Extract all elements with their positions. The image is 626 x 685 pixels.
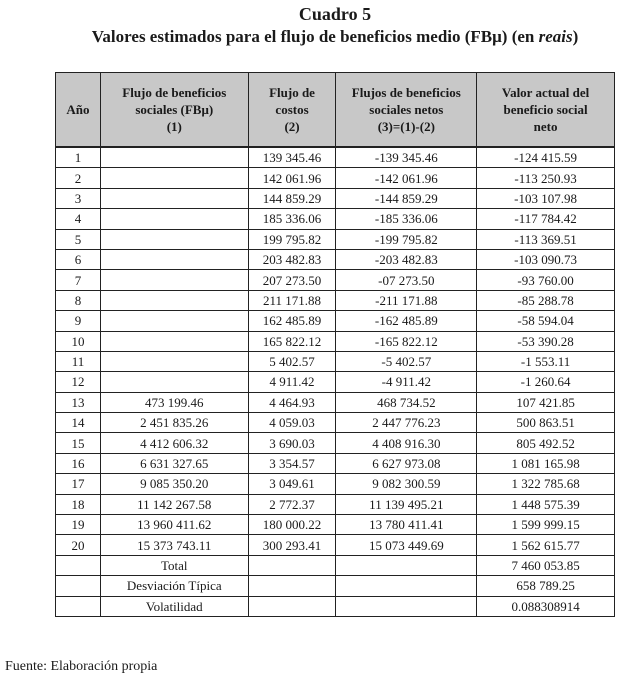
- table-cell: 180 000.22: [248, 515, 336, 535]
- summary-label: Total: [100, 555, 248, 575]
- empty-cell: [248, 596, 336, 616]
- table-cell: 805 492.52: [477, 433, 615, 453]
- table-cell: -199 795.82: [336, 229, 477, 249]
- table-row: [56, 229, 615, 249]
- table-row: [56, 209, 615, 229]
- table-cell: [100, 331, 248, 351]
- header-line: Flujo de beneficios: [122, 85, 227, 100]
- empty-cell: [248, 555, 336, 575]
- table-cell: 10: [56, 331, 101, 351]
- table-cell: 207 273.50: [248, 270, 336, 290]
- header-line: sociales netos: [369, 102, 444, 117]
- table-cell: 1 562 615.77: [477, 535, 615, 555]
- table-row: [56, 515, 615, 535]
- table-cell: 7: [56, 270, 101, 290]
- header-line: costos: [275, 102, 309, 117]
- table-cell: 6 627 973.08: [336, 453, 477, 473]
- table-cell: 4 911.42: [248, 372, 336, 392]
- table-cell: 211 171.88: [248, 290, 336, 310]
- table-cell: -1 260.64: [477, 372, 615, 392]
- table-cell: 13 960 411.62: [100, 515, 248, 535]
- table-row: [56, 494, 615, 514]
- table-cell: 199 795.82: [248, 229, 336, 249]
- table-cell: 144 859.29: [248, 188, 336, 208]
- header-line: beneficio social: [503, 102, 588, 117]
- empty-cell: [336, 596, 477, 616]
- table-cell: 11 142 267.58: [100, 494, 248, 514]
- footnote: Fuente: Elaboración propia: [5, 659, 158, 674]
- table-cell: 142 061.96: [248, 168, 336, 188]
- table-cell: 1: [56, 147, 101, 168]
- table-cell: 6 631 327.65: [100, 453, 248, 473]
- table-row: [56, 168, 615, 188]
- table-cell: [100, 229, 248, 249]
- header-line: Flujos de beneficios: [351, 85, 461, 100]
- summary-row: [56, 596, 615, 616]
- summary-row: [56, 555, 615, 575]
- table-cell: 4 464.93: [248, 392, 336, 412]
- empty-cell: [56, 576, 101, 596]
- table-cell: -211 171.88: [336, 290, 477, 310]
- table-cell: 1 448 575.39: [477, 494, 615, 514]
- table-cell: 162 485.89: [248, 311, 336, 331]
- table-cell: 1 599 999.15: [477, 515, 615, 535]
- empty-cell: [56, 555, 101, 575]
- table-cell: 4 412 606.32: [100, 433, 248, 453]
- table-cell: [100, 372, 248, 392]
- table-cell: [100, 249, 248, 269]
- empty-cell: [336, 576, 477, 596]
- data-table: [55, 72, 615, 617]
- table-cell: 1 081 165.98: [477, 453, 615, 473]
- empty-cell: [336, 555, 477, 575]
- table-cell: [100, 290, 248, 310]
- summary-label: Volatilidad: [100, 596, 248, 616]
- table-cell: 165 822.12: [248, 331, 336, 351]
- table-cell: 19: [56, 515, 101, 535]
- table-cell: [100, 351, 248, 371]
- table-cell: 1 322 785.68: [477, 474, 615, 494]
- table-cell: 2 447 776.23: [336, 413, 477, 433]
- table-cell: 139 345.46: [248, 147, 336, 168]
- table-cell: 16: [56, 453, 101, 473]
- table-cell: 2 772.37: [248, 494, 336, 514]
- table-cell: 185 336.06: [248, 209, 336, 229]
- subtitle-text: Valores estimados para el flujo de beneficios medio (FBμ) (en: [91, 27, 539, 46]
- table-cell: 3 049.61: [248, 474, 336, 494]
- table-row: [56, 249, 615, 269]
- table-cell: -144 859.29: [336, 188, 477, 208]
- table-cell: 5 402.57: [248, 351, 336, 371]
- table-cell: -53 390.28: [477, 331, 615, 351]
- column-header: [336, 73, 477, 148]
- table-cell: 13 780 411.41: [336, 515, 477, 535]
- table-cell: 5: [56, 229, 101, 249]
- table-row: [56, 290, 615, 310]
- table-cell: 11 139 495.21: [336, 494, 477, 514]
- subtitle-italic: reais: [538, 27, 573, 46]
- summary-value: 7 460 053.85: [477, 555, 615, 575]
- column-header: [56, 73, 101, 148]
- table-cell: 4: [56, 209, 101, 229]
- table-cell: 6: [56, 249, 101, 269]
- header-line: Valor actual del: [501, 85, 590, 100]
- table-cell: 9: [56, 311, 101, 331]
- table-cell: 9 085 350.20: [100, 474, 248, 494]
- table-cell: -117 784.42: [477, 209, 615, 229]
- table-cell: 15: [56, 433, 101, 453]
- table-cell: -4 911.42: [336, 372, 477, 392]
- table-cell: -162 485.89: [336, 311, 477, 331]
- table-cell: -113 369.51: [477, 229, 615, 249]
- table-cell: 468 734.52: [336, 392, 477, 412]
- table-cell: 17: [56, 474, 101, 494]
- table-row: [56, 372, 615, 392]
- table-cell: -203 482.83: [336, 249, 477, 269]
- header-line: Flujo de: [269, 85, 315, 100]
- table-cell: -1 553.11: [477, 351, 615, 371]
- table-row: [56, 147, 615, 168]
- table-cell: 4 408 916.30: [336, 433, 477, 453]
- column-header: [248, 73, 336, 148]
- header-line: sociales (FBμ): [135, 102, 214, 117]
- table-cell: 15 373 743.11: [100, 535, 248, 555]
- table-cell: -165 822.12: [336, 331, 477, 351]
- table-cell: -103 107.98: [477, 188, 615, 208]
- table-cell: 4 059.03: [248, 413, 336, 433]
- table-cell: -58 594.04: [477, 311, 615, 331]
- table-row: [56, 453, 615, 473]
- table-cell: 2 451 835.26: [100, 413, 248, 433]
- table-cell: -124 415.59: [477, 147, 615, 168]
- header-line: neto: [533, 119, 558, 134]
- table-cell: -93 760.00: [477, 270, 615, 290]
- table-row: [56, 331, 615, 351]
- table-cell: [100, 209, 248, 229]
- table-row: [56, 433, 615, 453]
- table-cell: [100, 147, 248, 168]
- table-cell: -07 273.50: [336, 270, 477, 290]
- empty-cell: [248, 576, 336, 596]
- table-row: [56, 535, 615, 555]
- summary-value: 0.088308914: [477, 596, 615, 616]
- table-cell: 14: [56, 413, 101, 433]
- column-header: [477, 73, 615, 148]
- subtitle-end: ): [572, 27, 579, 46]
- table-row: [56, 413, 615, 433]
- table-cell: -139 345.46: [336, 147, 477, 168]
- table-cell: 12: [56, 372, 101, 392]
- column-header: [100, 73, 248, 148]
- table-cell: 3: [56, 188, 101, 208]
- table-cell: -103 090.73: [477, 249, 615, 269]
- table-cell: 11: [56, 351, 101, 371]
- table-title: Cuadro 5: [298, 4, 372, 24]
- table-cell: [100, 311, 248, 331]
- table-cell: 18: [56, 494, 101, 514]
- header-line: Año: [66, 102, 90, 117]
- table-cell: 107 421.85: [477, 392, 615, 412]
- table-cell: 15 073 449.69: [336, 535, 477, 555]
- table-cell: [100, 188, 248, 208]
- summary-value: 658 789.25: [477, 576, 615, 596]
- table-subtitle: [55, 27, 615, 47]
- table-cell: 203 482.83: [248, 249, 336, 269]
- header-line: (2): [284, 119, 300, 134]
- table-row: [56, 188, 615, 208]
- table-cell: 3 354.57: [248, 453, 336, 473]
- empty-cell: [56, 596, 101, 616]
- summary-row: [56, 576, 615, 596]
- table-row: [56, 311, 615, 331]
- table-cell: [100, 270, 248, 290]
- table-cell: -113 250.93: [477, 168, 615, 188]
- table-cell: 473 199.46: [100, 392, 248, 412]
- header-line: (3)=(1)-(2): [377, 119, 435, 134]
- table-cell: 2: [56, 168, 101, 188]
- header-row: [56, 73, 615, 148]
- table-cell: -142 061.96: [336, 168, 477, 188]
- header-line: (1): [166, 119, 182, 134]
- table-cell: -85 288.78: [477, 290, 615, 310]
- table-row: [56, 270, 615, 290]
- table-cell: 13: [56, 392, 101, 412]
- table-row: [56, 474, 615, 494]
- table-row: [56, 392, 615, 412]
- table-cell: 9 082 300.59: [336, 474, 477, 494]
- table-cell: 8: [56, 290, 101, 310]
- table-row: [56, 351, 615, 371]
- table-cell: [100, 168, 248, 188]
- table-cell: -5 402.57: [336, 351, 477, 371]
- table-cell: 300 293.41: [248, 535, 336, 555]
- summary-label: Desviación Típica: [100, 576, 248, 596]
- table-cell: 500 863.51: [477, 413, 615, 433]
- table-cell: 3 690.03: [248, 433, 336, 453]
- table-cell: -185 336.06: [336, 209, 477, 229]
- table-cell: 20: [56, 535, 101, 555]
